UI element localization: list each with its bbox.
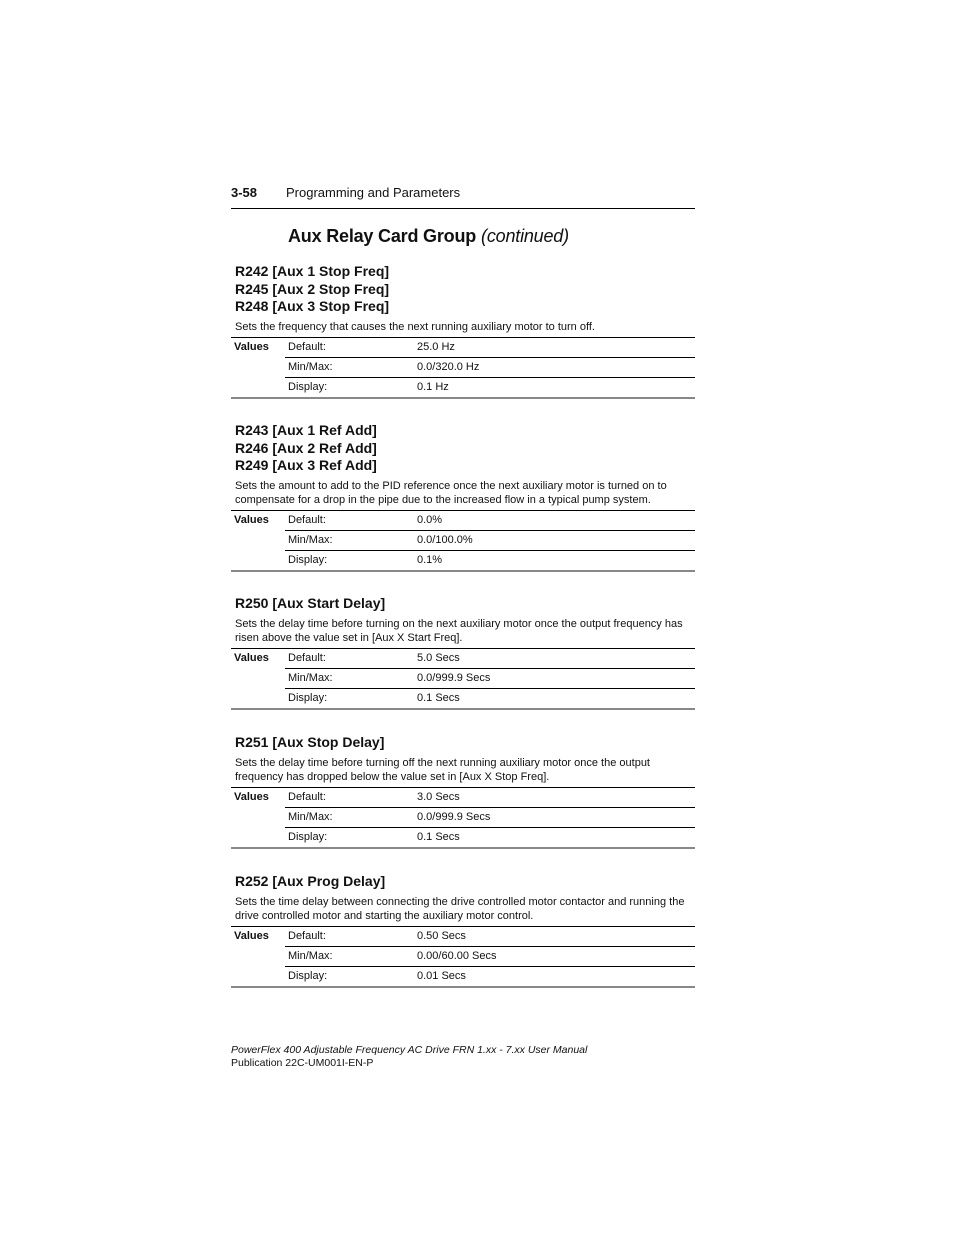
table-row: [231, 357, 695, 377]
values-table: [231, 648, 695, 708]
parameter-name: R248 [Aux 3 Stop Freq]: [235, 298, 390, 314]
value-text: 5.0 Secs: [417, 648, 695, 668]
value-text: 0.1 Hz: [417, 377, 695, 397]
value-text: 0.50 Secs: [417, 926, 695, 946]
section-divider: [231, 986, 695, 988]
value-key: Min/Max:: [285, 530, 417, 550]
value-text: 0.0/320.0 Hz: [417, 357, 695, 377]
parameter-description: Sets the amount to add to the PID reference once the next auxiliary motor is turned on to compensate for a drop in the pipe due to the increased flow in a typical pump system.: [235, 479, 667, 506]
parameter-section: [231, 734, 695, 849]
values-table: [231, 926, 695, 986]
table-row: [231, 926, 695, 946]
parameter-description: Sets the frequency that causes the next running auxiliary motor to turn off.: [235, 320, 595, 333]
parameter-description: Sets the delay time before turning off the next running auxiliary motor once the output frequency has dropped below the value set in [Aux X Stop Freq].: [235, 756, 650, 783]
parameter-name: R243 [Aux 1 Ref Add]: [235, 422, 377, 438]
value-key: Display:: [285, 550, 417, 570]
value-key: Display:: [285, 688, 417, 708]
value-text: 3.0 Secs: [417, 787, 695, 807]
parameter-section: [231, 595, 695, 710]
section-divider: [231, 708, 695, 710]
parameter-names: [231, 873, 695, 891]
value-text: 25.0 Hz: [417, 337, 695, 357]
value-text: 0.00/60.00 Secs: [417, 946, 695, 966]
parameter-description: Sets the delay time before turning on the next auxiliary motor once the output frequency has risen above the value set in [Aux X Start Freq].: [235, 617, 683, 644]
table-row: [231, 946, 695, 966]
running-header: Programming and Parameters: [286, 185, 461, 200]
parameter-name: R251 [Aux Stop Delay]: [235, 734, 385, 750]
value-key: Default:: [285, 510, 417, 530]
page-number: 3-58: [231, 185, 258, 200]
value-key: Default:: [285, 648, 417, 668]
value-key: Min/Max:: [285, 946, 417, 966]
table-row: [231, 337, 695, 357]
header-divider: [231, 208, 695, 209]
values-table: [231, 787, 695, 847]
parameter-name: R245 [Aux 2 Stop Freq]: [235, 280, 390, 297]
table-row: [231, 688, 695, 708]
value-key: Display:: [285, 377, 417, 397]
section-divider: [231, 397, 695, 399]
table-row: [231, 648, 695, 668]
group-title: [288, 226, 569, 247]
section-divider: [231, 570, 695, 572]
table-row: [231, 668, 695, 688]
values-label: Values: [231, 337, 285, 397]
parameter-section: [231, 873, 695, 988]
parameter-section: [231, 422, 695, 572]
value-text: 0.1%: [417, 550, 695, 570]
parameter-section: [231, 263, 695, 399]
value-text: 0.01 Secs: [417, 966, 695, 986]
value-text: 0.0/999.9 Secs: [417, 807, 695, 827]
value-key: Default:: [285, 926, 417, 946]
parameter-names: [231, 422, 695, 475]
parameter-name: R246 [Aux 2 Ref Add]: [235, 439, 377, 456]
parameter-name: R252 [Aux Prog Delay]: [235, 873, 386, 889]
parameter-description: Sets the time delay between connecting the drive controlled motor contactor and running the drive controlled motor and starting the auxiliary motor control.: [235, 895, 685, 922]
value-key: Default:: [285, 337, 417, 357]
parameter-name: R249 [Aux 3 Ref Add]: [235, 457, 377, 473]
table-row: [231, 377, 695, 397]
table-row: [231, 550, 695, 570]
table-row: [231, 807, 695, 827]
table-row: [231, 966, 695, 986]
values-label: Values: [231, 648, 285, 708]
group-title-text: Aux Relay Card Group: [288, 226, 477, 246]
value-key: Min/Max:: [285, 357, 417, 377]
page-footer: [231, 1044, 587, 1070]
parameter-name: R242 [Aux 1 Stop Freq]: [235, 263, 390, 279]
values-label: Values: [231, 510, 285, 570]
values-table: [231, 337, 695, 397]
values-label: Values: [231, 787, 285, 847]
value-text: 0.1 Secs: [417, 827, 695, 847]
value-key: Default:: [285, 787, 417, 807]
parameter-names: [231, 595, 695, 613]
parameter-name: R250 [Aux Start Delay]: [235, 595, 386, 611]
values-table: [231, 510, 695, 570]
table-row: [231, 787, 695, 807]
value-text: 0.0/999.9 Secs: [417, 668, 695, 688]
parameter-names: [231, 263, 695, 316]
parameter-names: [231, 734, 695, 752]
values-label: Values: [231, 926, 285, 986]
value-key: Display:: [285, 827, 417, 847]
value-text: 0.0%: [417, 510, 695, 530]
value-key: Display:: [285, 966, 417, 986]
value-text: 0.0/100.0%: [417, 530, 695, 550]
table-row: [231, 510, 695, 530]
value-key: Min/Max:: [285, 807, 417, 827]
section-divider: [231, 847, 695, 849]
value-key: Min/Max:: [285, 668, 417, 688]
footer-manual-title: PowerFlex 400 Adjustable Frequency AC Drive FRN 1.xx - 7.xx User Manual: [231, 1044, 588, 1056]
value-text: 0.1 Secs: [417, 688, 695, 708]
table-row: [231, 827, 695, 847]
footer-publication: Publication 22C-UM001I-EN-P: [231, 1057, 374, 1069]
group-title-continued: (continued): [481, 226, 569, 246]
table-row: [231, 530, 695, 550]
